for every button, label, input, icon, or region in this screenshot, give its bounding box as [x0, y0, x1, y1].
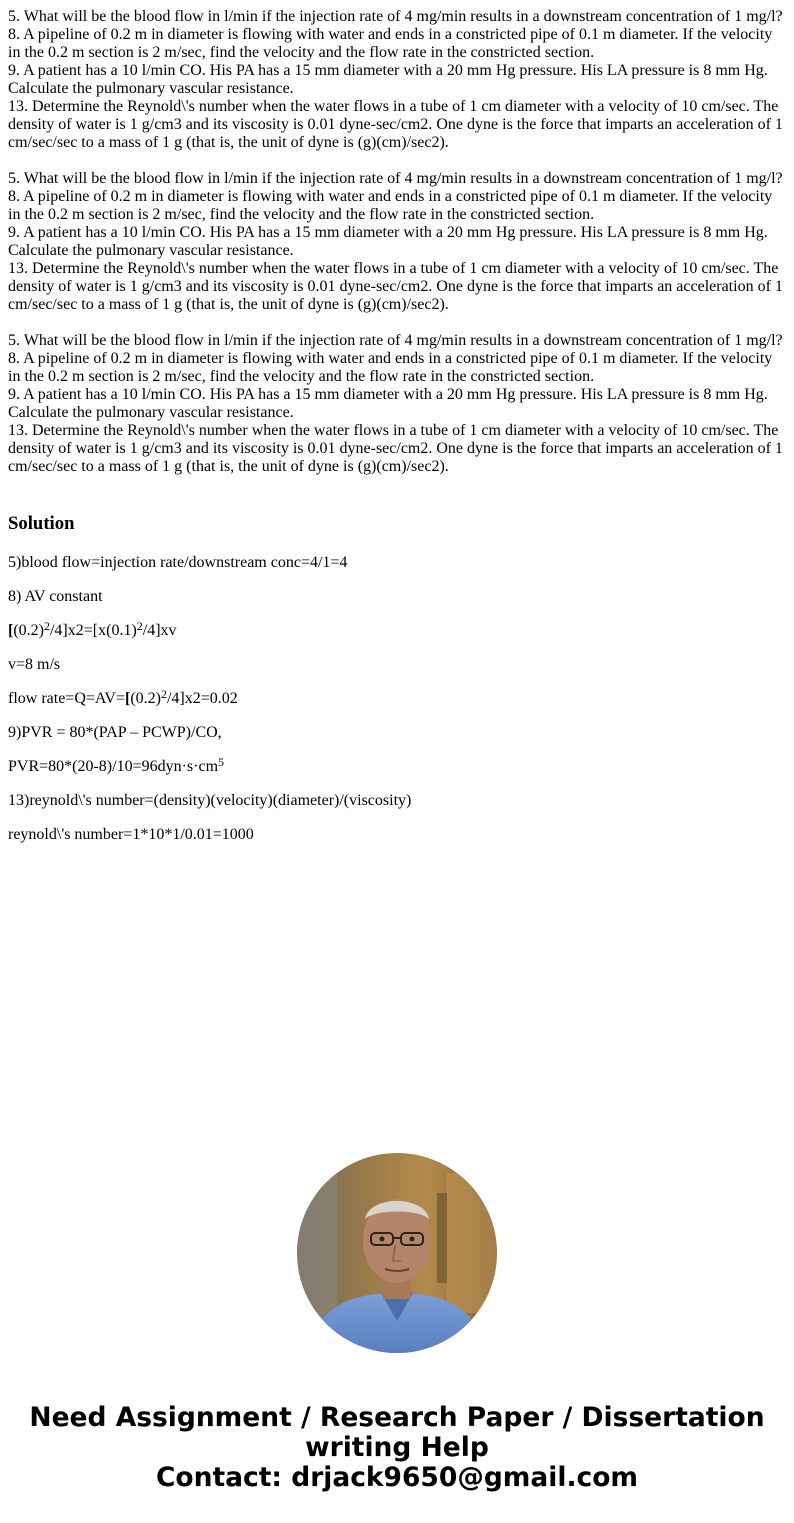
question-5: 5. What will be the blood flow in l/min if the injection rate of 4 mg/min results in a downstream concentration of 1 mg/l? [8, 170, 783, 187]
footer-line-1: Need Assignment / Research Paper / Dissertation [29, 1402, 765, 1433]
bracket-bold: [ [8, 622, 14, 639]
author-avatar [297, 1153, 497, 1353]
question-13: 13. Determine the Reynold\'s number when the water flows in a tube of 1 cm diameter with a velocity of 10 cm/sec. The density of water is 1 g/cm3 and its viscosity is 0.01 dyne-sec/cm2. One dyne is the force that imparts an acceleration of 1 cm/sec/sec to a mass of 1 g (that is, the unit of dyne is (g)(cm)/sec2). [8, 98, 783, 151]
solution-8-equation [8, 619, 786, 640]
question-5: 5. What will be the blood flow in l/min if the injection rate of 4 mg/min results in a downstream concentration of 1 mg/l? [8, 8, 783, 25]
footer-contact [0, 1403, 794, 1493]
eq-part: (0.2) [130, 690, 161, 707]
solution-8-velocity: v=8 m/s [8, 656, 61, 673]
solution-section [8, 512, 786, 860]
solution-9-formula: 9)PVR = 80*(PAP – PCWP)/CO, [8, 724, 222, 741]
question-8: 8. A pipeline of 0.2 m in diameter is flowing with water and ends in a constricted pipe of 0.1 m diameter. If the velocity in the 0.2 m section is 2 m/sec, find the velocity and the flow rate in the constricted section. [8, 26, 773, 61]
eq-part: /4]x2=[x(0.1) [49, 622, 137, 639]
solution-13-formula: 13)reynold\'s number=(density)(velocity)(diameter)/(viscosity) [8, 792, 412, 809]
eq-part: PVR=80*(20-8)/10=96dyn·s·cm [8, 758, 219, 775]
superscript: 2 [160, 687, 167, 702]
question-13: 13. Determine the Reynold\'s number when the water flows in a tube of 1 cm diameter with a velocity of 10 cm/sec. The density of water is 1 g/cm3 and its viscosity is 0.01 dyne-sec/cm2. One dyne is the force that imparts an acceleration of 1 cm/sec/sec to a mass of 1 g (that is, the unit of dyne is (g)(cm)/sec2). [8, 260, 783, 313]
solution-9-calc [8, 755, 786, 776]
superscript: 5 [218, 755, 225, 770]
solution-5: 5)blood flow=injection rate/downstream conc=4/1=4 [8, 554, 348, 571]
question-5: 5. What will be the blood flow in l/min if the injection rate of 4 mg/min results in a downstream concentration of 1 mg/l? [8, 332, 783, 349]
solution-heading: Solution [8, 513, 75, 534]
avatar-portrait [297, 1153, 497, 1353]
superscript: 2 [136, 619, 143, 634]
question-block-1 [8, 8, 786, 152]
solution-13-calc: reynold\'s number=1*10*1/0.01=1000 [8, 826, 254, 843]
question-13: 13. Determine the Reynold\'s number when the water flows in a tube of 1 cm diameter with a velocity of 10 cm/sec. The density of water is 1 g/cm3 and its viscosity is 0.01 dyne-sec/cm2. One dyne is the force that imparts an acceleration of 1 cm/sec/sec to a mass of 1 g (that is, the unit of dyne is (g)(cm)/sec2). [8, 422, 783, 475]
eq-part: /4]x2=0.02 [166, 690, 238, 707]
eq-part: flow rate=Q=AV= [8, 690, 125, 707]
footer-contact-email: Contact: drjack9650@gmail.com [155, 1462, 639, 1493]
question-8: 8. A pipeline of 0.2 m in diameter is flowing with water and ends in a constricted pipe of 0.1 m diameter. If the velocity in the 0.2 m section is 2 m/sec, find the velocity and the flow rate in the constricted section. [8, 350, 773, 385]
solution-8-intro: 8) AV constant [8, 588, 103, 605]
superscript: 2 [43, 619, 50, 634]
question-8: 8. A pipeline of 0.2 m in diameter is flowing with water and ends in a constricted pipe of 0.1 m diameter. If the velocity in the 0.2 m section is 2 m/sec, find the velocity and the flow rate in the constricted section. [8, 188, 773, 223]
question-block-2 [8, 170, 786, 314]
bracket-bold: [ [124, 690, 131, 707]
question-block-3 [8, 332, 786, 476]
question-9: 9. A patient has a 10 l/min CO. His PA has a 15 mm diameter with a 20 mm Hg pressure. His LA pressure is 8 mm Hg. Calculate the pulmonary vascular resistance. [8, 224, 768, 259]
question-9: 9. A patient has a 10 l/min CO. His PA has a 15 mm diameter with a 20 mm Hg pressure. His LA pressure is 8 mm Hg. Calculate the pulmonary vascular resistance. [8, 62, 768, 97]
solution-8-flow-rate [8, 687, 786, 708]
eq-part: (0.2) [13, 622, 44, 639]
eq-part: /4]xv [142, 622, 177, 639]
question-9: 9. A patient has a 10 l/min CO. His PA has a 15 mm diameter with a 20 mm Hg pressure. His LA pressure is 8 mm Hg. Calculate the pulmonary vascular resistance. [8, 386, 768, 421]
footer-line-2: writing Help [305, 1432, 489, 1463]
